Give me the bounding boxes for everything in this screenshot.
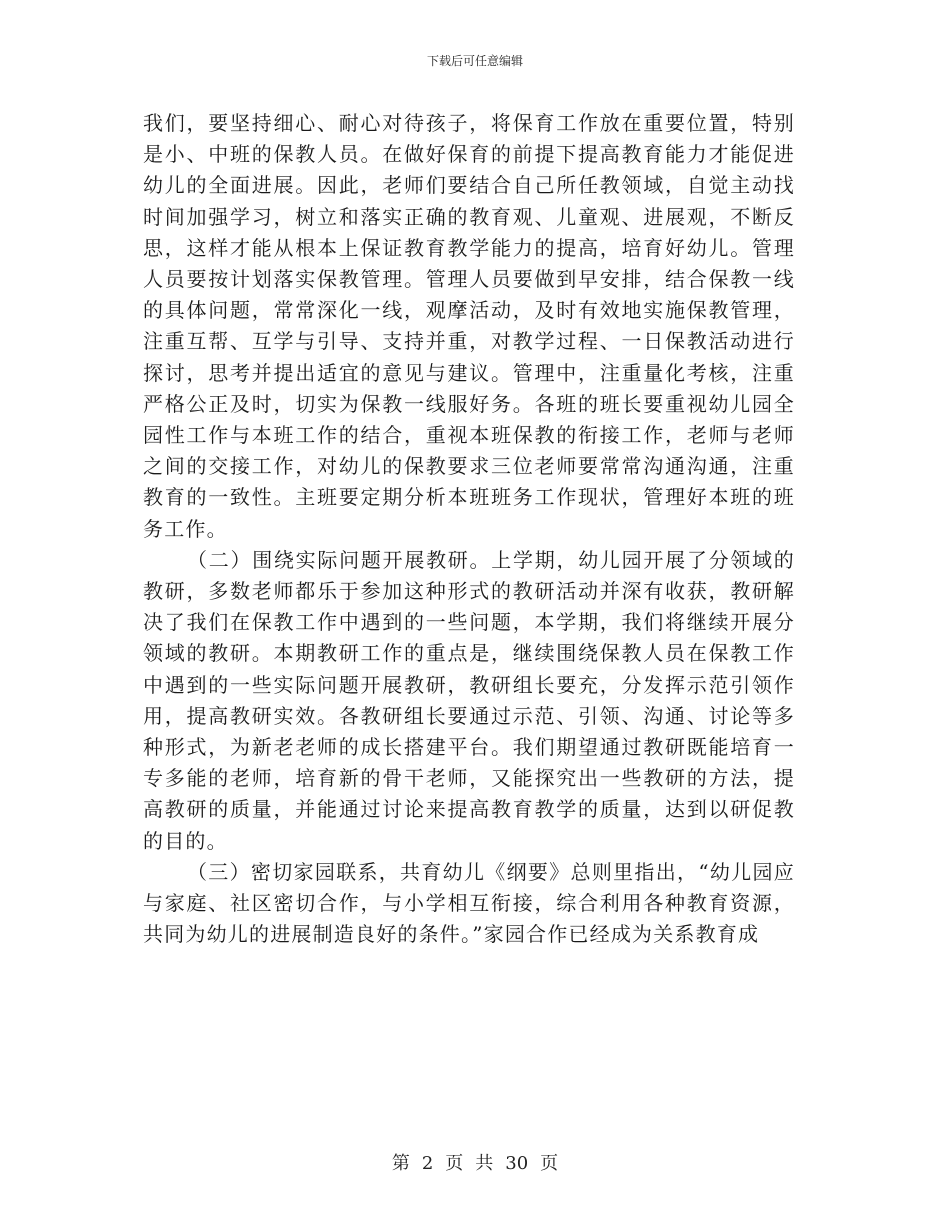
total-pages-number: 30 bbox=[505, 1153, 529, 1174]
document-body bbox=[143, 108, 795, 950]
footer-label-gong: 共 bbox=[475, 1153, 494, 1174]
current-page-number: 2 bbox=[421, 1153, 434, 1174]
footer-label-ye-2: 页 bbox=[540, 1153, 559, 1174]
footer-label-di: 第 bbox=[391, 1153, 410, 1174]
paragraph-2: （二）围绕实际问题开展教研。上学期，幼儿园开展了分领域的教研，多数老师都乐于参加这种形式的教研活动并深有收获，教研解决了我们在保教工作中遇到的一些问题，本学期，我们将继续开展分领域的教研。本期教研工作的重点是，继续围绕保教人员在保教工作中遇到的一些实际问题开展教研，教研组长要充，分发挥示范引领作用，提高教研实效。各教研组长要通过示范、引领、沟通、讨论等多种形式，为新老老师的成长搭建平台。我们期望通过教研既能培育一专多能的老师，培育新的骨干老师，又能探究出一些教研的方法，提高教研的质量，并能通过讨论来提高教育教学的质量，达到以研促教的目的。 bbox=[143, 547, 795, 853]
page-number-footer bbox=[0, 1152, 950, 1176]
paragraph-1: 我们，要坚持细心、耐心对待孩子，将保育工作放在重要位置，特别是小、中班的保教人员。在做好保育的前提下提高教育能力才能促进幼儿的全面进展。因此，老师们要结合自己所任教领域，自觉主动找时间加强学习，树立和落实正确的教育观、儿童观、进展观，不断反思，这样才能从根本上保证教育教学能力的提高，培育好幼儿。管理人员要按计划落实保教管理。管理人员要做到早安排，结合保教一线的具体问题，常常深化一线，观摩活动，及时有效地实施保教管理，注重互帮、互学与引导、支持并重，对教学过程、一日保教活动进行探讨，思考并提出适宜的意见与建议。管理中，注重量化考核，注重严格公正及时，切实为保教一线服好务。各班的班长要重视幼儿园全园性工作与本班工作的结合，重视本班保教的衔接工作，老师与老师之间的交接工作，对幼儿的保教要求三位老师要常常沟通沟通，注重教育的一致性。主班要定期分析本班班务工作现状，管理好本班的班务工作。 bbox=[143, 111, 795, 541]
paragraph-3: （三）密切家园联系，共育幼儿《纲要》总则里指出，“幼儿园应与家庭、社区密切合作，与小学相互衔接，综合利用各种教育资源，共同为幼儿的进展制造良好的条件。”家园合作已经成为关系教育成 bbox=[143, 859, 795, 947]
footer-label-ye: 页 bbox=[445, 1153, 464, 1174]
page-header-note: 下载后可任意编辑 bbox=[426, 54, 523, 68]
